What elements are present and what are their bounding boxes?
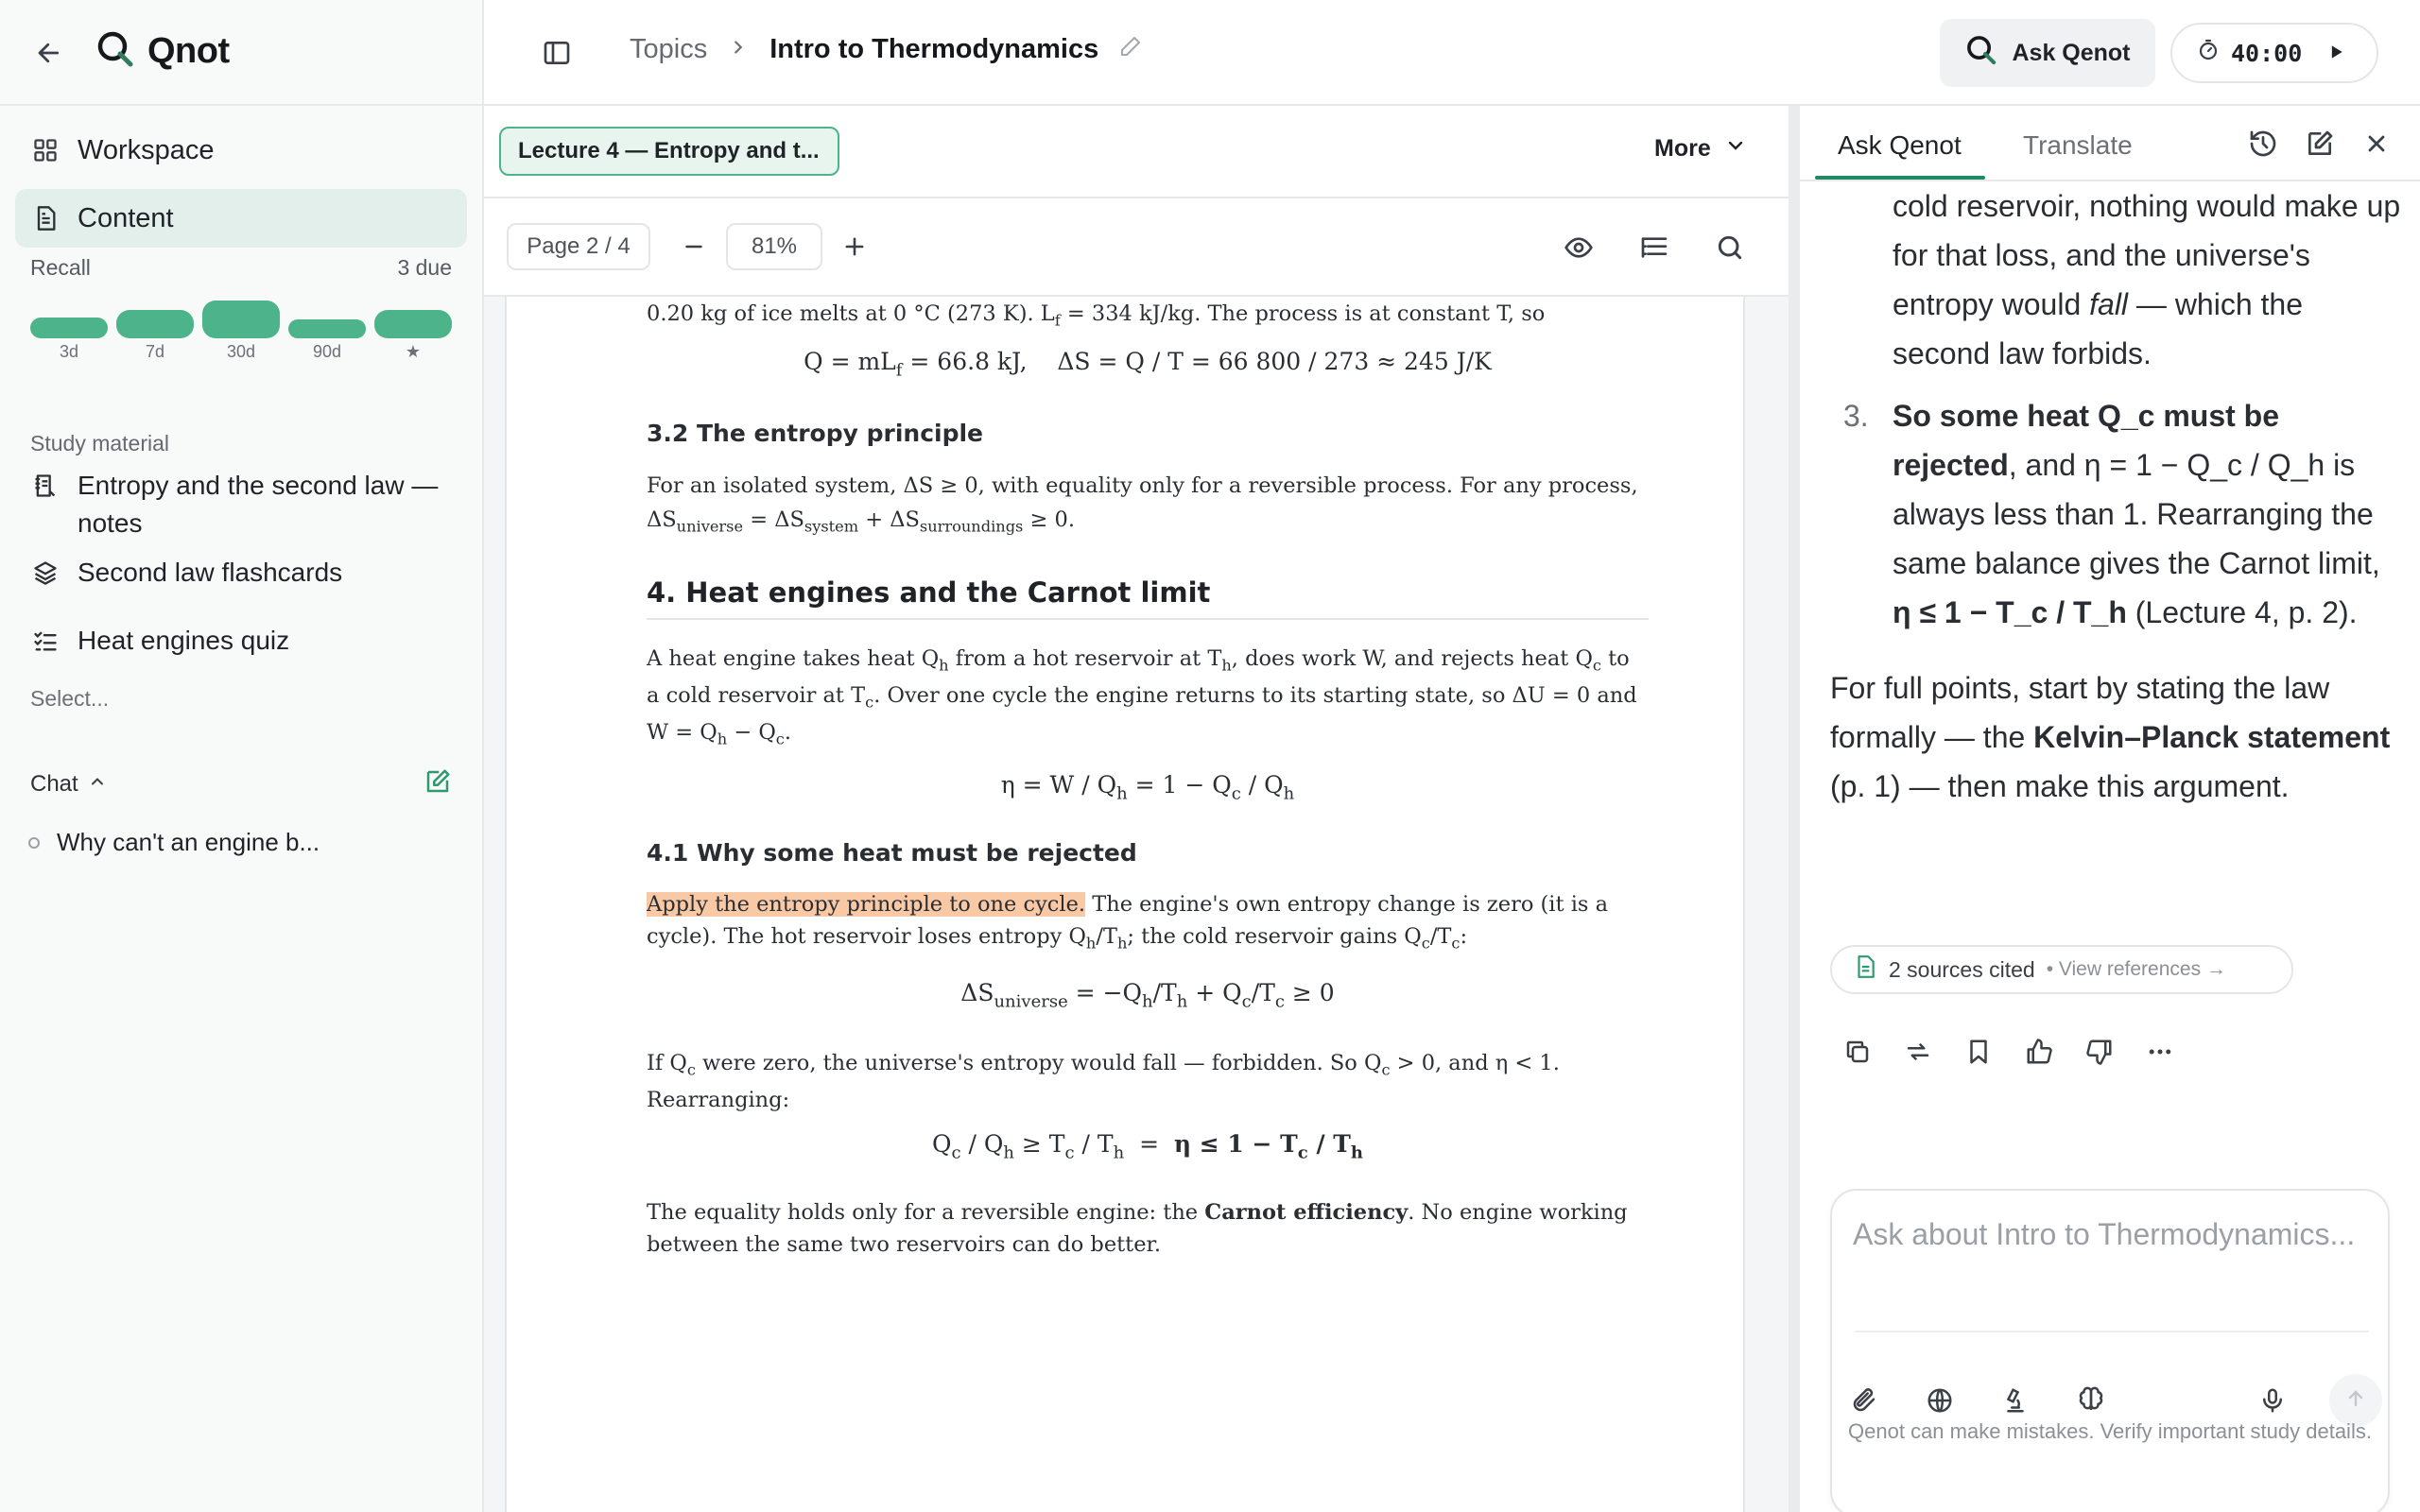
timer-value: 40:00 — [2231, 39, 2303, 67]
paragraph-one-cycle: Apply the entropy principle to one cycle. The engine's own entropy change is zero (it is a cycle). The hot reservoir loses entropy $Q_h/T_h$; the cold reservoir gains $Q_c/T_c$: — [647, 892, 1609, 953]
pencil-icon[interactable] — [1119, 34, 1142, 65]
close-icon[interactable] — [2358, 125, 2395, 163]
recall-header — [30, 255, 452, 281]
recall-bucket-bar[interactable] — [202, 301, 280, 338]
document-page — [505, 297, 1745, 1512]
highlighted-text[interactable]: Apply the entropy principle to one cycle. — [647, 892, 1086, 917]
recall-due: 3 due — [397, 255, 452, 280]
sidebar-toggle-icon[interactable] — [537, 34, 577, 72]
recall-bucket-label: 3d — [59, 342, 79, 361]
select-materials-link[interactable]: Select... — [30, 686, 110, 711]
more-label: More — [1654, 135, 1711, 162]
qnot-logo-icon — [95, 28, 136, 75]
top-bar — [484, 0, 2420, 106]
study-material-label: Study material — [30, 431, 170, 455]
recall-label: Recall — [30, 255, 91, 280]
more-options-icon[interactable] — [2140, 1032, 2180, 1072]
search-icon[interactable] — [1709, 227, 1751, 268]
checklist-icon — [30, 622, 60, 660]
document-icon — [30, 203, 60, 233]
compose-icon[interactable] — [2301, 125, 2339, 163]
ask-qenot-label: Ask Qenot — [2012, 39, 2131, 66]
material-item-flashcards[interactable] — [30, 554, 456, 592]
equation-latent-heat: $Q = mL_f = 66.8$ kJ, ΔS = Q / T = 66 800 / 273 ≈ 245 J/K — [804, 348, 1492, 381]
chat-header — [30, 767, 452, 800]
study-timer[interactable] — [2170, 23, 2378, 83]
document-area — [484, 106, 1789, 1512]
document-tabs — [484, 106, 1789, 198]
recall-buckets — [30, 297, 452, 342]
material-item-notes-label: Entropy and the second law — notes — [78, 471, 439, 538]
equation-carnot-limit: $Q_c / Q_h \ge T_c / T_h = \eta \le 1 - T_c / T_h$ — [931, 1130, 1364, 1163]
recall-bucket-bar[interactable] — [116, 310, 194, 338]
document-tab[interactable]: Lecture 4 — Entropy and t... — [499, 127, 839, 176]
nav-content[interactable] — [15, 189, 467, 248]
heading-3-2: 3.2 The entropy principle — [647, 420, 984, 447]
material-item-quiz-label: Heat engines quiz — [78, 626, 290, 655]
panel-tabs — [1800, 106, 2420, 181]
app-name: Qnot — [147, 31, 230, 71]
nav-workspace[interactable] — [15, 121, 467, 180]
copy-icon[interactable] — [1838, 1032, 1877, 1072]
view-references-link[interactable]: • View references → — [2046, 958, 2226, 980]
layers-icon — [30, 554, 60, 592]
tab-ask-qenot[interactable]: Ask Qenot — [1838, 130, 1962, 160]
answer-final-paragraph: For full points, start by stating the law formally — the Kelvin–Planck statement (p. 1) — then make this argument. — [1830, 671, 2391, 803]
document-icon — [1853, 954, 1877, 985]
chevron-up-icon — [88, 771, 107, 798]
page-indicator[interactable]: Page 2 / 4 — [507, 223, 650, 270]
notes-icon — [30, 467, 60, 505]
nav-content-label: Content — [78, 202, 174, 233]
ask-qenot-button[interactable] — [1940, 19, 2155, 87]
back-arrow-icon[interactable] — [28, 34, 70, 72]
heading-4: 4. Heat engines and the Carnot limit — [647, 576, 1649, 620]
app-logo[interactable] — [95, 28, 230, 75]
sources-cited-chip[interactable] — [1830, 945, 2293, 994]
chat-label: Chat — [30, 770, 78, 797]
thumbs-up-icon[interactable] — [2019, 1032, 2059, 1072]
qnot-logo-icon — [1964, 33, 1998, 74]
arrow-up-icon — [2344, 1387, 2367, 1415]
active-tab-indicator — [1815, 176, 1985, 180]
answer-item-2-continued: cold reservoir, nothing would make up for that loss, and the universe's entropy would fall — which the second law forbids. — [1893, 189, 2401, 370]
regenerate-icon[interactable] — [1898, 1032, 1938, 1072]
equation-efficiency: $\eta = W / Q_h = 1 - Q_c / Q_h$ — [1000, 771, 1295, 804]
chevron-right-icon — [728, 34, 749, 65]
document-toolbar — [484, 198, 1789, 297]
breadcrumb — [630, 34, 1142, 65]
zoom-out-icon[interactable] — [673, 223, 715, 270]
sources-count: 2 sources cited — [1889, 956, 2035, 982]
message-actions — [1838, 1032, 2180, 1072]
paragraph-entropy-principle: For an isolated system, ΔS ≥ 0, with equality only for a reversible process. For any process, $\Delta S_{universe} = \Delta S_{system} + \Delta S_{surroundings} \ge 0$. — [647, 473, 1638, 536]
paragraph-rearranging: If $Q_c$ were zero, the universe's entropy would fall — forbidden. So $Q_c > 0$, and η < 1. Rearranging: — [647, 1051, 1560, 1112]
recall-bucket-bar[interactable] — [374, 310, 452, 338]
thumbs-down-icon[interactable] — [2080, 1032, 2119, 1072]
sidebar — [0, 0, 484, 1512]
chat-dot-icon — [28, 837, 40, 849]
material-item-notes[interactable] — [30, 467, 456, 542]
more-button[interactable] — [1654, 134, 1747, 163]
zoom-level[interactable]: 81% — [726, 223, 822, 270]
eye-icon[interactable] — [1558, 227, 1599, 268]
history-icon[interactable] — [2244, 125, 2282, 163]
breadcrumb-topics[interactable]: Topics — [630, 34, 708, 64]
recall-bucket-label: 90d — [312, 342, 342, 361]
sidebar-header — [0, 0, 482, 106]
breadcrumb-current: Intro to Thermodynamics — [769, 34, 1099, 64]
zoom-in-icon[interactable] — [834, 223, 875, 270]
outline-icon[interactable] — [1634, 227, 1675, 268]
heading-4-1: 4.1 Why some heat must be rejected — [647, 839, 1137, 867]
recall-bucket-bar[interactable] — [288, 319, 366, 338]
chat-input[interactable] — [1853, 1210, 2371, 1314]
disclaimer-text: Qenot can make mistakes. Verify important study details. — [1848, 1419, 2372, 1443]
page-line-ice: 0.20 kg of ice melts at 0 °C (273 K). $L_f = 334$ kJ/kg. The process is at constant T, so — [647, 301, 1546, 330]
recall-bucket-label: 7d — [145, 342, 165, 361]
grid-icon — [30, 135, 60, 165]
new-chat-icon[interactable] — [424, 767, 452, 800]
panel-resize-handle[interactable] — [1789, 106, 1800, 1512]
paragraph-carnot-efficiency: The equality holds only for a reversible engine: the Carnot efficiency. No engine working between the same two reservoirs can do better. — [647, 1200, 1628, 1257]
composer-divider — [1855, 1331, 2369, 1332]
chevron-down-icon — [1724, 134, 1747, 163]
nav-workspace-label: Workspace — [78, 134, 215, 165]
stopwatch-icon — [2197, 39, 2220, 67]
chat-history-label: Why can't an engine b... — [57, 828, 320, 856]
paragraph-heat-engine: A heat engine takes heat $Q_h$ from a hot reservoir at $T_h$, does work W, and rejects heat $Q_c$ to a cold reservoir at $T_c$. Over one cycle the engine returns to its starting state, so ΔU = 0 and $W = Q_h - Q_c$. — [647, 646, 1637, 748]
recall-bucket-label: ★ — [405, 342, 422, 361]
tab-translate[interactable]: Translate — [2023, 130, 2133, 160]
recall-bucket-bar[interactable] — [30, 318, 108, 338]
chat-toggle[interactable] — [30, 771, 107, 798]
material-item-quiz[interactable] — [30, 622, 456, 660]
recall-bucket-label: 30d — [226, 342, 256, 361]
bookmark-icon[interactable] — [1959, 1032, 1998, 1072]
assistant-answer — [1830, 181, 2401, 811]
ask-panel — [1800, 106, 2420, 1512]
play-icon[interactable] — [2326, 40, 2345, 67]
chat-composer — [1830, 1189, 2390, 1512]
chat-history-item[interactable] — [28, 828, 320, 857]
material-item-flashcards-label: Second law flashcards — [78, 558, 343, 587]
answer-item-3: 3. So some heat Q_c must be rejected, and η = 1 − Q_c / Q_h is always less than 1. Rearranging the same balance gives the Carnot limit, η ≤ 1 − T_c / T_h (Lecture 4, p. 2). — [1843, 399, 2380, 629]
equation-universe-entropy: $\Delta S_{universe} = -Q_h/T_h + Q_c/T_c \ge 0$ — [960, 979, 1335, 1012]
